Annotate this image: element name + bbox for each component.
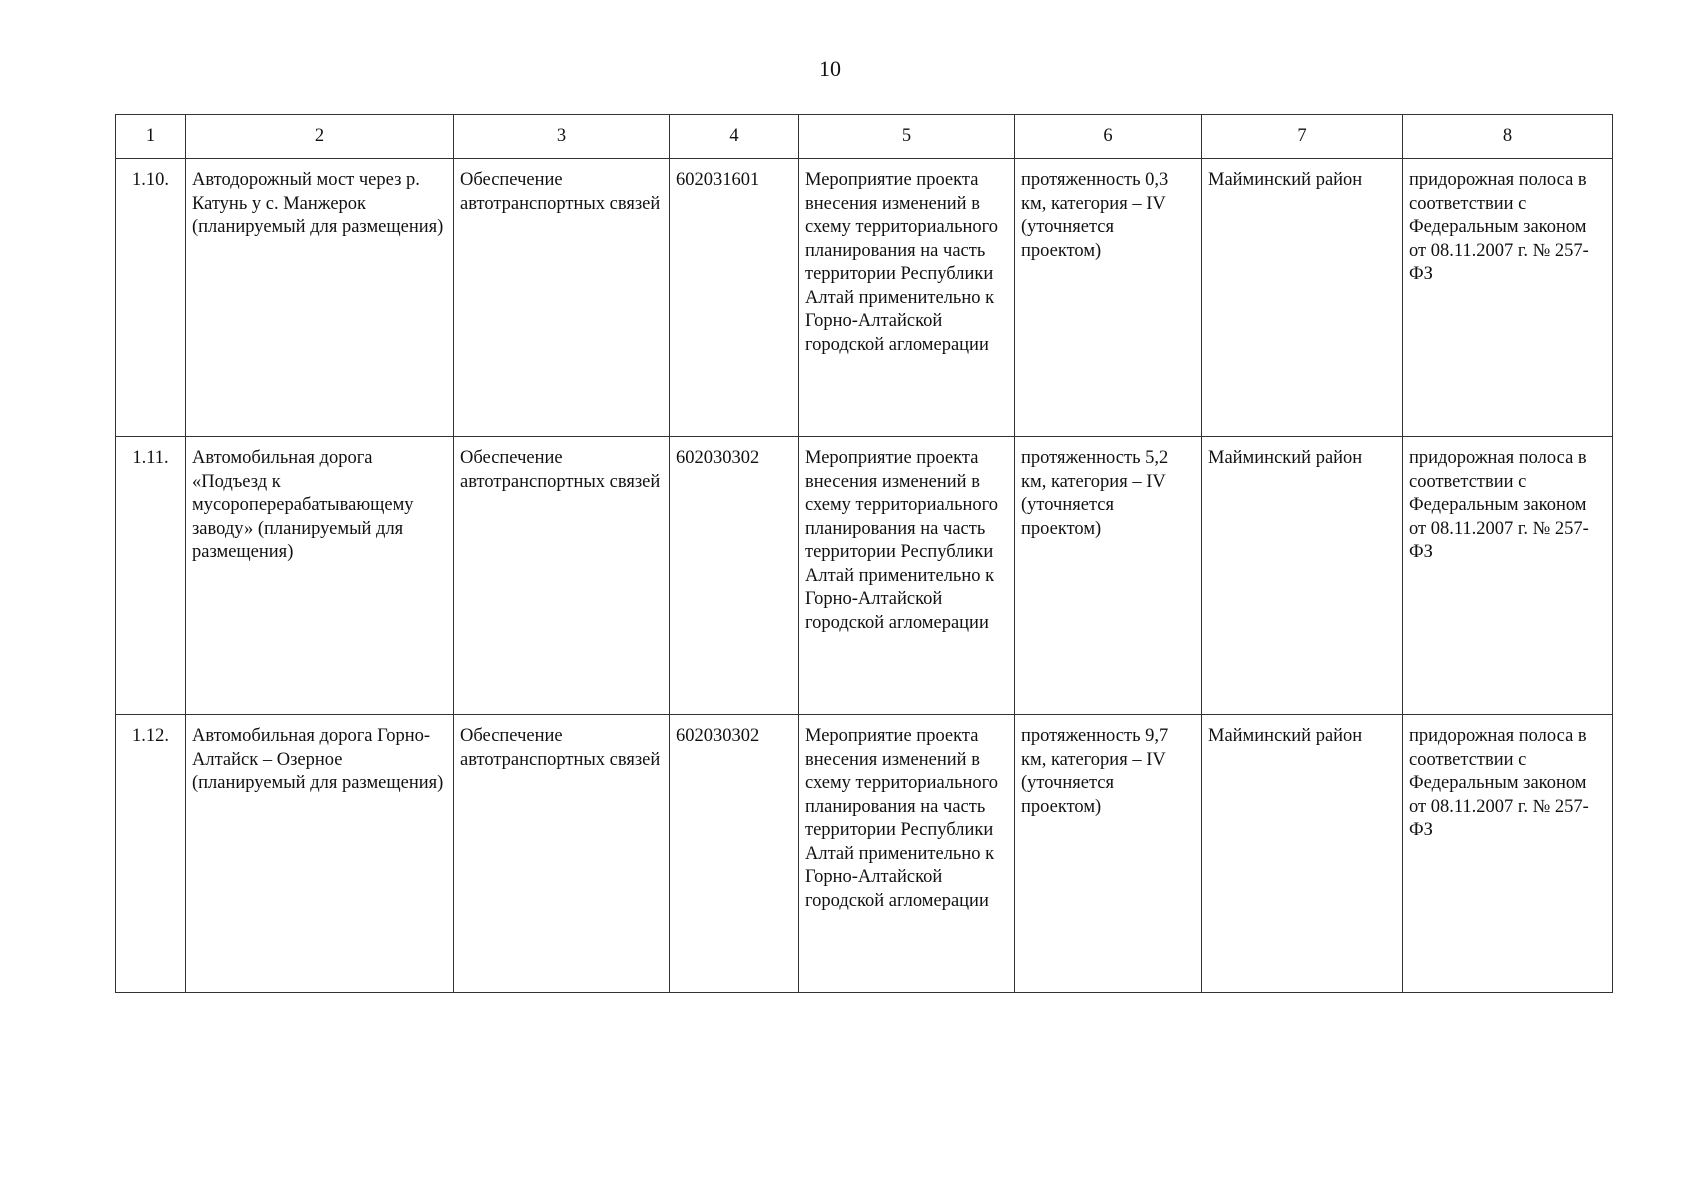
object-zone: придорожная полоса в соответствии с Федеральным законом от 08.11.2007 г. № 257-ФЗ [1403, 437, 1613, 715]
header-col-1: 1 [116, 115, 186, 159]
object-purpose: Обеспечение автотранспортных связей [454, 715, 670, 993]
row-number: 1.11. [116, 437, 186, 715]
object-code: 602030302 [670, 437, 799, 715]
row-number: 1.10. [116, 159, 186, 437]
objects-table [115, 114, 1613, 993]
object-characteristics: протяженность 9,7 км, категория – IV (уточняется проектом) [1015, 715, 1202, 993]
object-event: Мероприятие проекта внесения изменений в схему территориального планирования на часть территории Республики Алтай применительно к Горно-Алтайской городской агломерации [799, 159, 1015, 437]
object-purpose: Обеспечение автотранспортных связей [454, 437, 670, 715]
object-zone: придорожная полоса в соответствии с Федеральным законом от 08.11.2007 г. № 257-ФЗ [1403, 159, 1613, 437]
header-col-5: 5 [799, 115, 1015, 159]
table-row [116, 437, 1613, 715]
object-location: Майминский район [1202, 437, 1403, 715]
table-header-row [116, 115, 1613, 159]
object-location: Майминский район [1202, 159, 1403, 437]
object-zone: придорожная полоса в соответствии с Федеральным законом от 08.11.2007 г. № 257-ФЗ [1403, 715, 1613, 993]
object-location: Майминский район [1202, 715, 1403, 993]
object-event: Мероприятие проекта внесения изменений в схему территориального планирования на часть территории Республики Алтай применительно к Горно-Алтайской городской агломерации [799, 715, 1015, 993]
header-col-2: 2 [186, 115, 454, 159]
header-col-4: 4 [670, 115, 799, 159]
table-row [116, 715, 1613, 993]
header-col-8: 8 [1403, 115, 1613, 159]
object-characteristics: протяженность 5,2 км, категория – IV (уточняется проектом) [1015, 437, 1202, 715]
object-name: Автодорожный мост через р. Катунь у с. Манжерок (планируемый для размещения) [186, 159, 454, 437]
object-name: Автомобильная дорога Горно-Алтайск – Озерное (планируемый для размещения) [186, 715, 454, 993]
row-number: 1.12. [116, 715, 186, 993]
header-col-3: 3 [454, 115, 670, 159]
object-name: Автомобильная дорога «Подъезд к мусороперерабатывающему заводу» (планируемый для размещения) [186, 437, 454, 715]
table-row [116, 159, 1613, 437]
object-code: 602031601 [670, 159, 799, 437]
object-characteristics: протяженность 0,3 км, категория – IV (уточняется проектом) [1015, 159, 1202, 437]
object-event: Мероприятие проекта внесения изменений в схему территориального планирования на часть территории Республики Алтай применительно к Горно-Алтайской городской агломерации [799, 437, 1015, 715]
header-col-6: 6 [1015, 115, 1202, 159]
page-number: 10 [819, 56, 841, 81]
object-purpose: Обеспечение автотранспортных связей [454, 159, 670, 437]
header-col-7: 7 [1202, 115, 1403, 159]
object-code: 602030302 [670, 715, 799, 993]
